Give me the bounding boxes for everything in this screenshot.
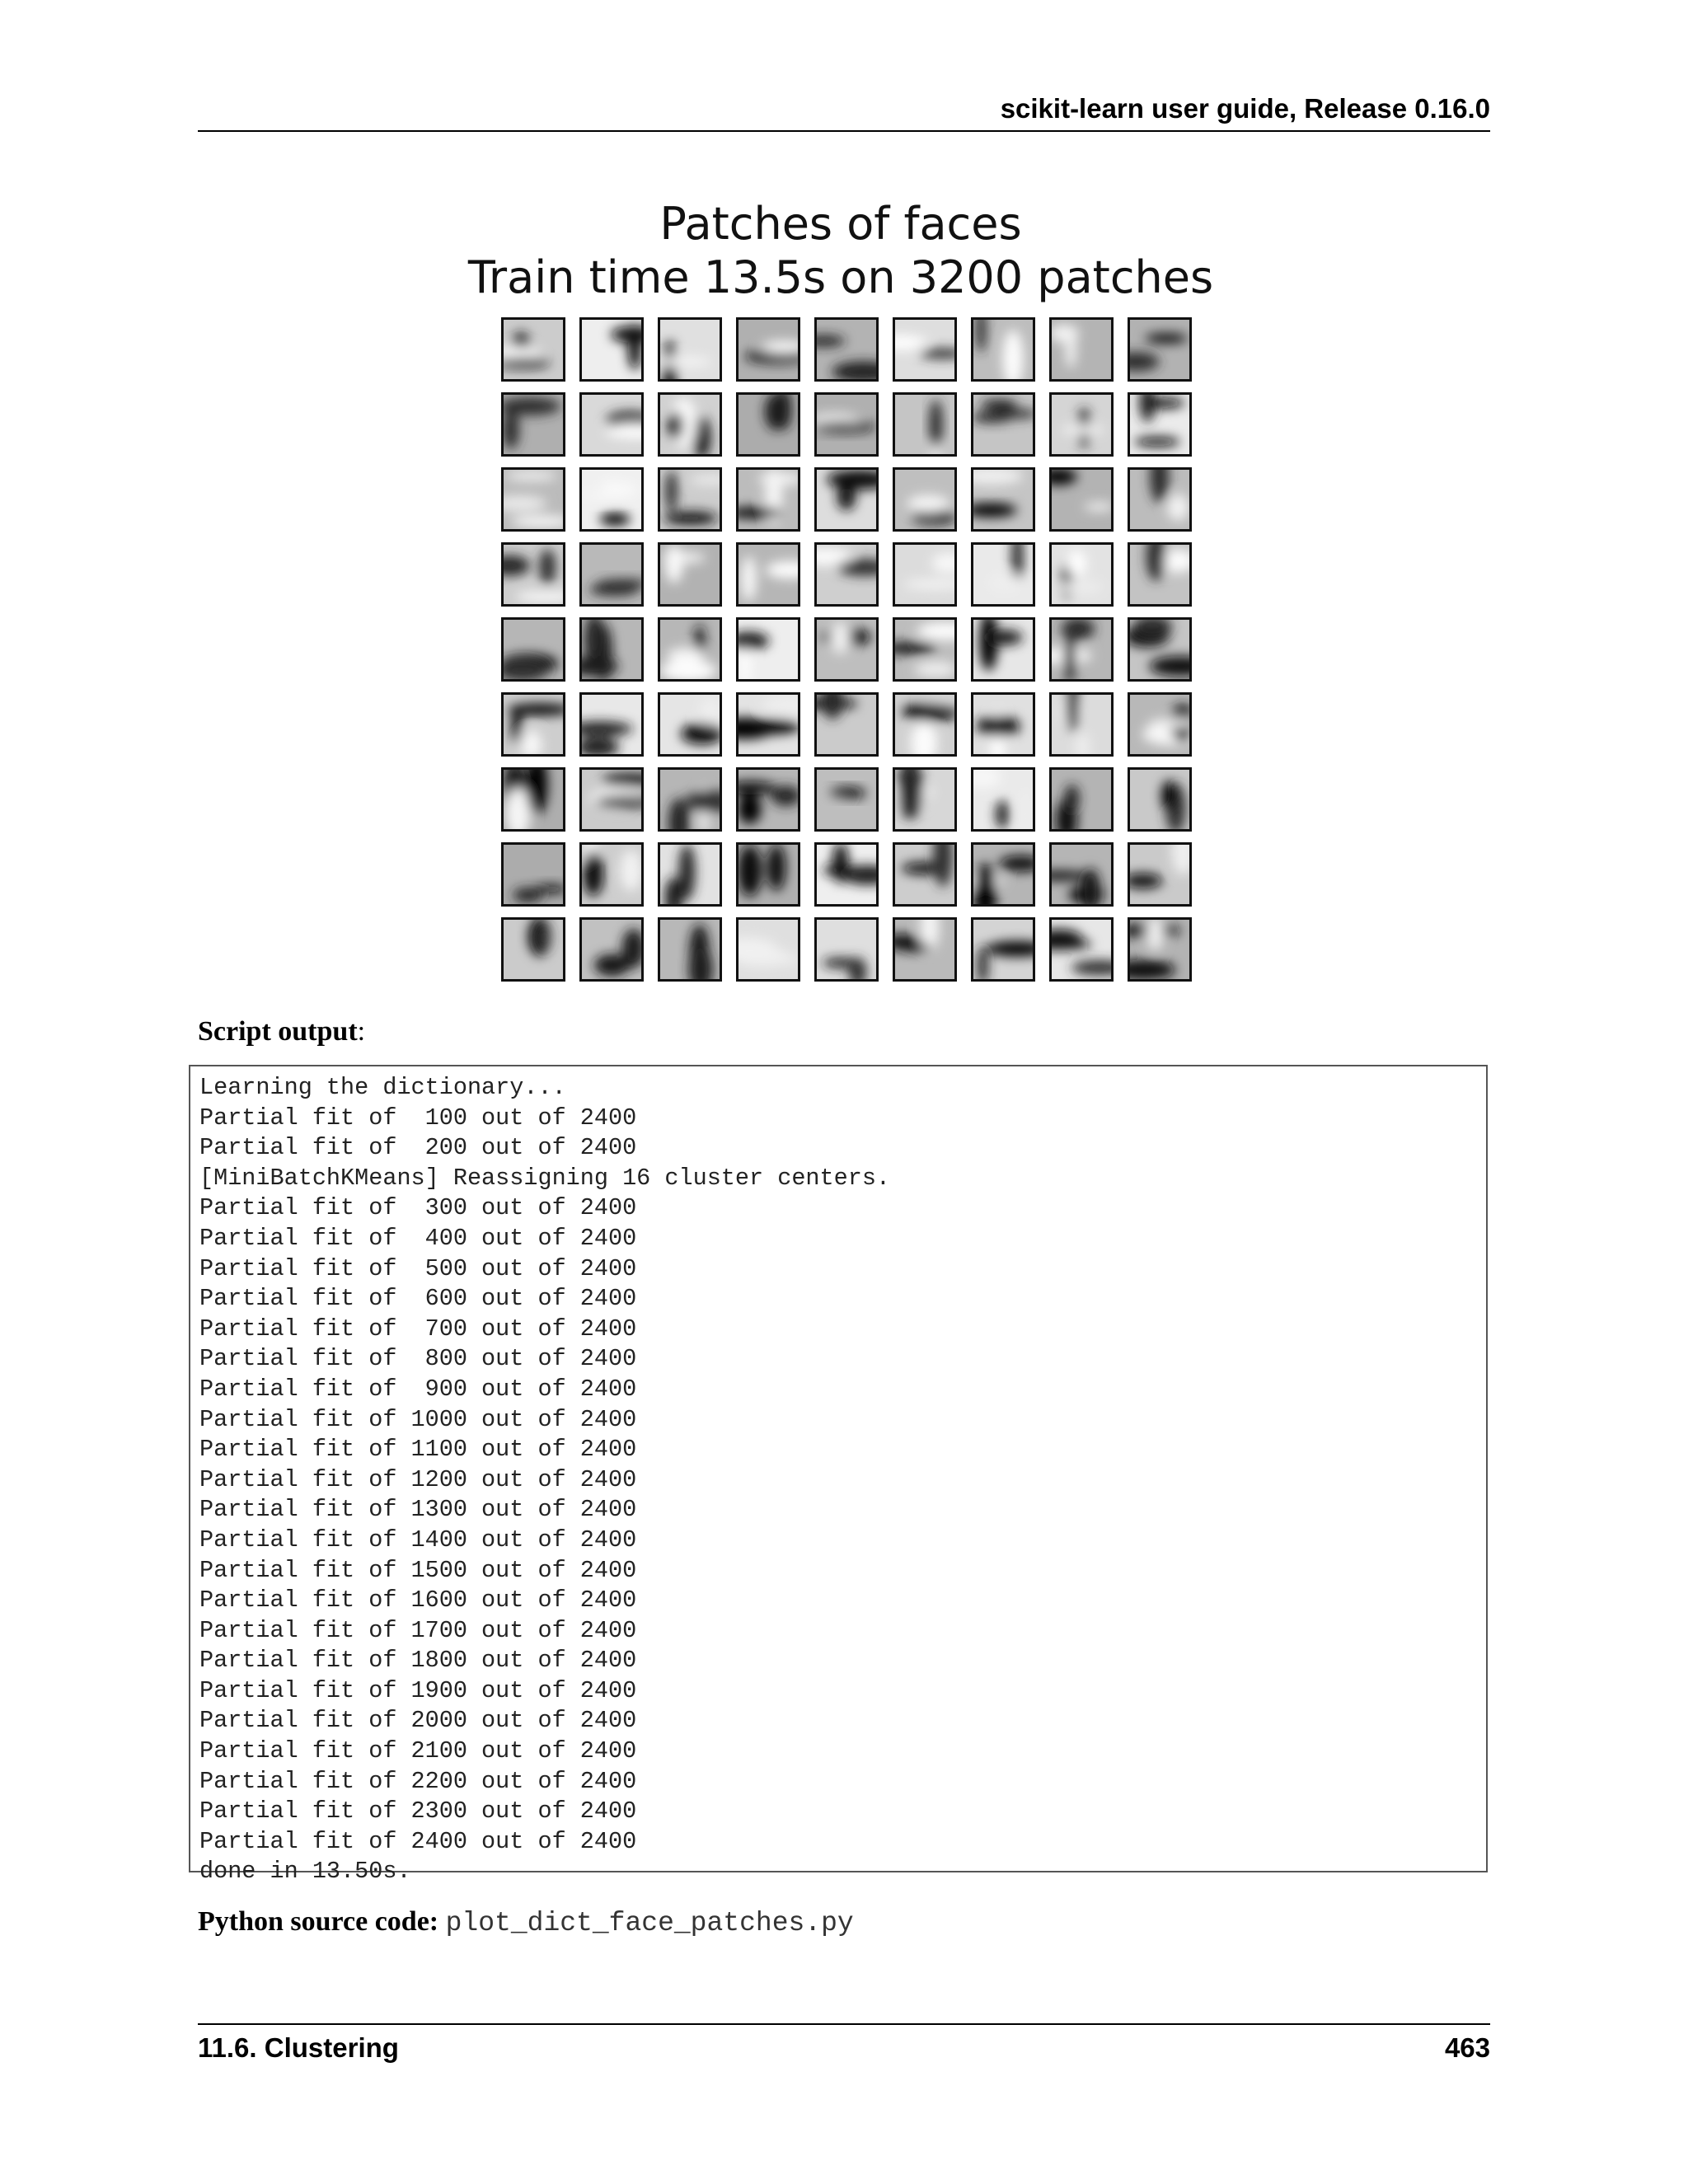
output-line: Partial fit of 300 out of 2400 — [199, 1194, 637, 1222]
output-line: [MiniBatchKMeans] Reassigning 16 cluster centers. — [199, 1164, 891, 1192]
face-patch — [658, 317, 722, 399]
face-patch — [1032, 617, 1114, 685]
face-patch — [814, 842, 893, 907]
face-patch — [501, 842, 567, 907]
output-line: Partial fit of 1500 out of 2400 — [199, 1556, 637, 1584]
face-patch — [658, 692, 723, 757]
patch-grid — [501, 317, 1195, 987]
footer-section: 11.6. Clustering — [198, 2032, 399, 2063]
face-patch — [1029, 842, 1114, 913]
face-patch — [1128, 692, 1195, 757]
face-patch — [501, 467, 572, 532]
page-header — [198, 92, 1490, 132]
face-patch — [1128, 767, 1192, 834]
face-patch — [1049, 542, 1114, 607]
face-patch — [814, 917, 879, 987]
face-patch — [893, 826, 957, 907]
face-patch — [715, 692, 818, 757]
output-line: Partial fit of 2300 out of 2400 — [199, 1797, 637, 1825]
face-patch — [736, 542, 814, 607]
output-line: Partial fit of 1200 out of 2400 — [199, 1465, 637, 1493]
face-patch — [579, 542, 649, 607]
face-patch — [964, 766, 1035, 845]
face-patch — [501, 542, 577, 607]
output-line: Partial fit of 200 out of 2400 — [199, 1134, 637, 1162]
output-line: Partial fit of 1900 out of 2400 — [199, 1676, 637, 1704]
face-patch — [971, 612, 1035, 682]
face-patch — [810, 392, 879, 457]
output-line: Partial fit of 400 out of 2400 — [199, 1224, 637, 1252]
face-patch — [876, 317, 966, 382]
script-output-label: Script output — [198, 1016, 358, 1047]
face-patch — [658, 617, 722, 682]
face-patch — [736, 388, 800, 457]
face-patch — [728, 467, 803, 532]
output-line: Partial fit of 1100 out of 2400 — [199, 1436, 637, 1464]
face-patch — [814, 617, 879, 682]
output-line: Partial fit of 1400 out of 2400 — [199, 1526, 637, 1554]
output-line: Partial fit of 700 out of 2400 — [199, 1315, 637, 1343]
face-patch — [971, 917, 1048, 986]
running-title: scikit-learn user guide, Release 0.16.0 — [1000, 93, 1490, 124]
face-patch — [1128, 451, 1192, 532]
output-line: Partial fit of 2000 out of 2400 — [199, 1707, 637, 1735]
output-line: Partial fit of 600 out of 2400 — [199, 1285, 637, 1313]
output-line: Partial fit of 900 out of 2400 — [199, 1375, 637, 1403]
face-patch — [579, 317, 656, 382]
face-patches-figure — [462, 198, 1220, 989]
script-output-box — [189, 1065, 1488, 1886]
output-line: Partial fit of 1800 out of 2400 — [199, 1647, 637, 1675]
face-patch — [579, 831, 644, 907]
face-patch — [501, 917, 565, 982]
output-line: Partial fit of 1700 out of 2400 — [199, 1616, 637, 1644]
source-filename[interactable]: plot_dict_face_patches.py — [445, 1908, 854, 1938]
face-patch — [958, 467, 1035, 532]
face-patch — [893, 692, 960, 765]
face-patch — [501, 617, 565, 682]
face-patch — [736, 842, 800, 907]
page-number: 463 — [1444, 2032, 1490, 2063]
face-patch — [814, 767, 879, 832]
figure-subtitle: Train time 13.5s on 3200 patches — [467, 251, 1214, 303]
face-patch — [1124, 616, 1195, 682]
face-patch — [567, 692, 644, 757]
output-line: Partial fit of 2400 out of 2400 — [199, 1827, 637, 1855]
face-patch — [501, 317, 565, 382]
output-line: Partial fit of 2100 out of 2400 — [199, 1737, 637, 1765]
face-patch — [658, 842, 722, 918]
face-patch — [1112, 916, 1192, 982]
patch-grid-image — [501, 317, 1195, 987]
output-line: Partial fit of 1600 out of 2400 — [199, 1586, 637, 1615]
face-patch — [579, 917, 645, 982]
face-patch — [717, 917, 801, 982]
output-line: Learning the dictionary... — [199, 1074, 566, 1101]
face-patch — [729, 617, 800, 685]
face-patch — [1049, 675, 1114, 762]
face-patch — [501, 392, 565, 457]
face-patch — [971, 528, 1035, 607]
page-footer — [198, 2023, 1490, 2066]
face-patch — [1114, 317, 1192, 382]
face-patch — [501, 755, 565, 839]
output-line: Partial fit of 1000 out of 2400 — [199, 1405, 637, 1433]
output-line: Partial fit of 2200 out of 2400 — [199, 1767, 637, 1795]
face-patch — [971, 317, 1035, 388]
source-code-line — [198, 1904, 854, 1942]
output-line: Partial fit of 1300 out of 2400 — [199, 1496, 637, 1524]
face-patch — [658, 917, 722, 987]
face-patch — [501, 692, 572, 759]
face-patch — [963, 842, 1043, 926]
script-output-heading: Script output: — [198, 1016, 366, 1047]
face-patch — [971, 392, 1039, 457]
face-patch — [1049, 317, 1114, 382]
output-line: done in 13.50s. — [199, 1858, 411, 1886]
output-line: Partial fit of 500 out of 2400 — [199, 1254, 637, 1282]
face-patch — [814, 467, 892, 532]
figure-title: Patches of faces — [659, 198, 1022, 250]
source-code-label: Python source code: — [198, 1906, 439, 1937]
face-patch — [579, 392, 665, 457]
face-patch — [893, 467, 957, 532]
output-line: Partial fit of 800 out of 2400 — [199, 1345, 637, 1373]
face-patch — [658, 392, 722, 459]
face-patch — [571, 467, 644, 532]
face-patch — [579, 767, 661, 832]
face-patch — [658, 542, 722, 607]
face-patch — [893, 392, 957, 464]
script-output-text — [199, 1073, 890, 1887]
face-patch — [971, 692, 1035, 768]
face-patch — [1123, 829, 1194, 907]
output-line: Partial fit of 100 out of 2400 — [199, 1104, 637, 1132]
face-patch — [1049, 392, 1114, 457]
face-patch — [658, 767, 735, 847]
